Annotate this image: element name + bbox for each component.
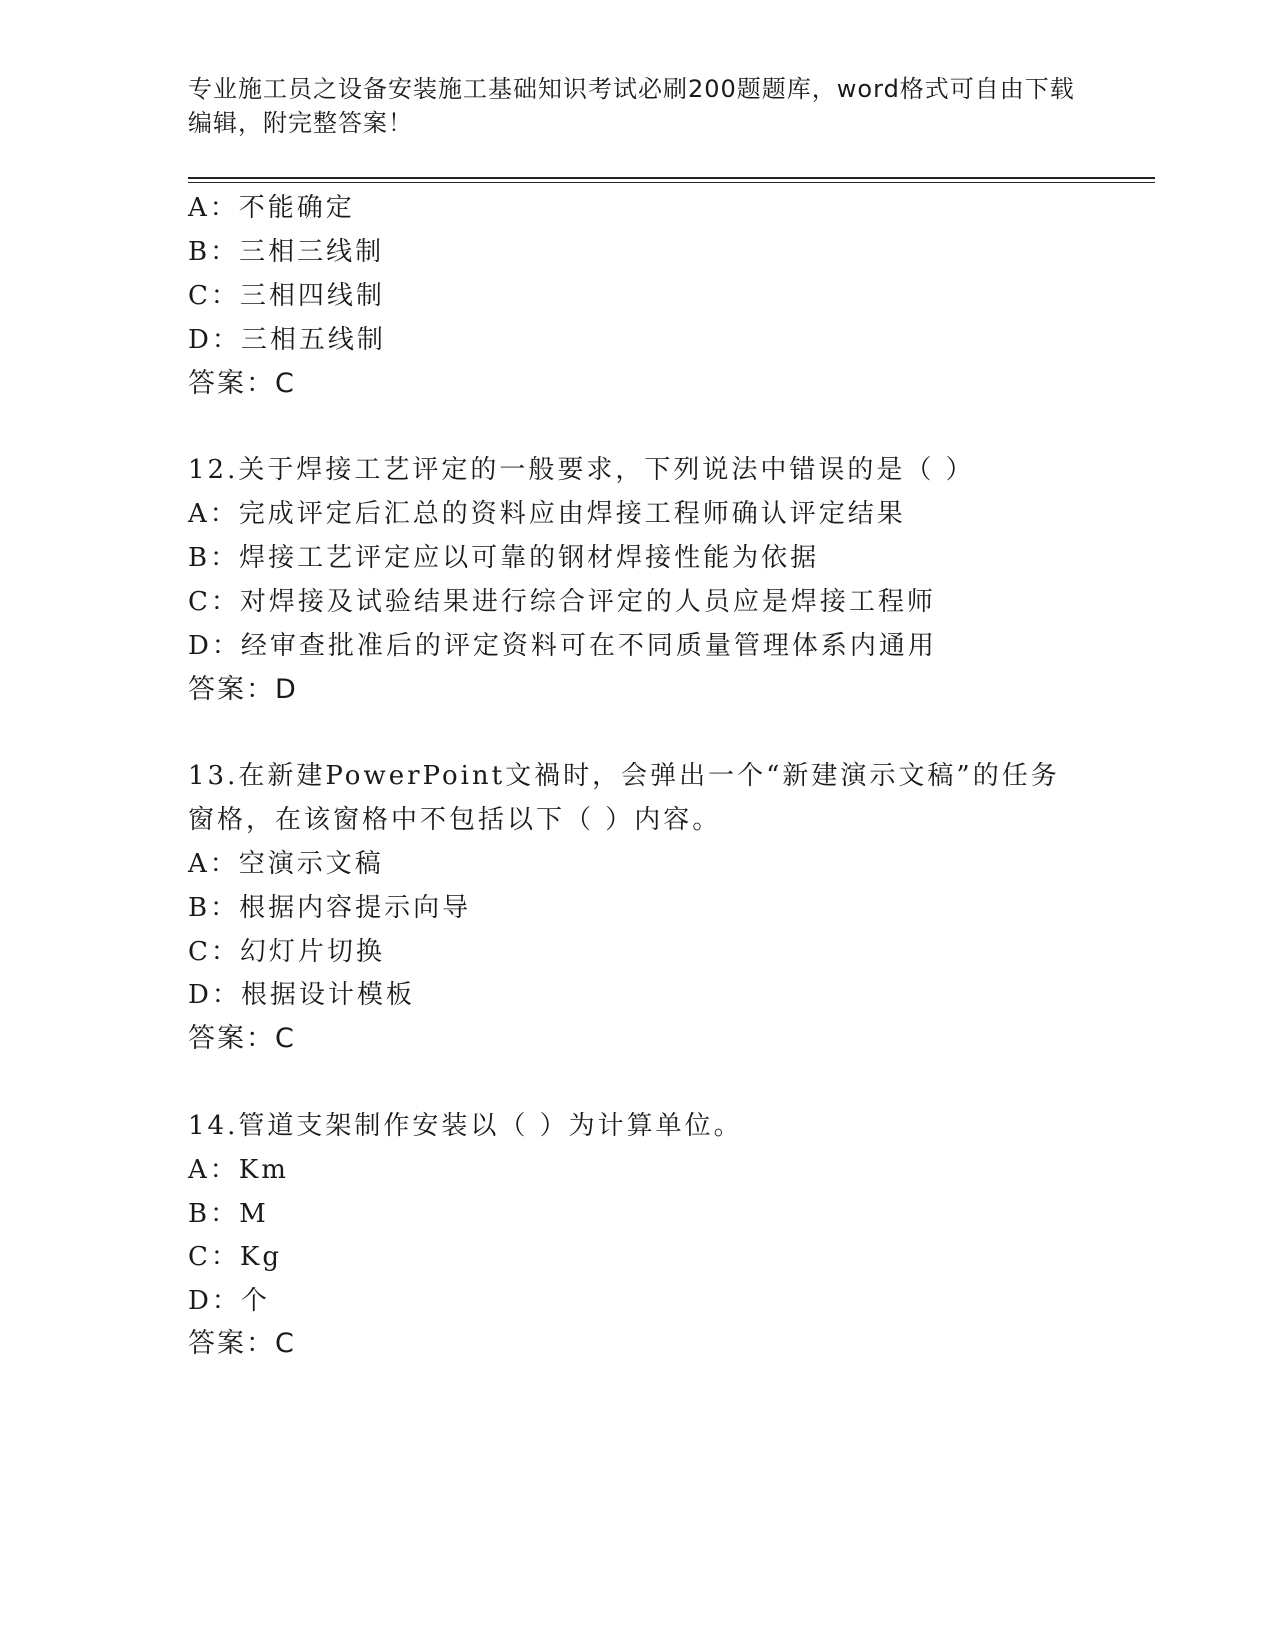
q11-answer: 答案：C xyxy=(188,368,296,399)
q13-answer: 答案：C xyxy=(188,1023,296,1054)
q12-option-b: B：焊接工艺评定应以可靠的钢材焊接性能为依据 xyxy=(188,543,820,573)
q14-option-b: B：M xyxy=(188,1199,269,1229)
header-title-line-1: 专业施工员之设备安装施工基础知识考试必刷200题题库，word格式可自由下载 xyxy=(188,75,1075,103)
q12-option-c: C：对焊接及试验结果进行综合评定的人员应是焊接工程师 xyxy=(188,587,936,617)
q14-question: 14.管道支架制作安装以（ ）为计算单位。 xyxy=(188,1111,743,1141)
header-title-line-2: 编辑，附完整答案！ xyxy=(188,109,413,137)
q14-option-d: D：个 xyxy=(188,1286,270,1316)
q14-option-c: C：Kg xyxy=(188,1242,282,1272)
q13-option-a: A：空演示文稿 xyxy=(188,849,384,879)
header-divider-thick xyxy=(188,177,1155,179)
q11-option-a: A：不能确定 xyxy=(188,193,355,223)
q12-option-d: D：经审查批准后的评定资料可在不同质量管理体系内通用 xyxy=(188,631,937,661)
q12-answer: 答案：D xyxy=(188,674,298,705)
q14-option-a: A：Km xyxy=(188,1155,289,1185)
document-header xyxy=(188,72,1088,140)
q13-question-line-2: 窗格，在该窗格中不包括以下（ ）内容。 xyxy=(188,805,722,835)
q11-option-b: B：三相三线制 xyxy=(188,237,385,267)
header-divider-thin xyxy=(188,182,1155,183)
q12-question: 12.关于焊接工艺评定的一般要求，下列说法中错误的是（ ） xyxy=(188,455,975,485)
q11-option-c: C：三相四线制 xyxy=(188,281,385,311)
q12-option-a: A：完成评定后汇总的资料应由焊接工程师确认评定结果 xyxy=(188,499,906,529)
q13-option-c: C：幻灯片切换 xyxy=(188,937,385,967)
q13-question-line-1: 13.在新建PowerPoint文禍时，会弹出一个“新建演示文稿”的任务 xyxy=(188,761,1060,791)
q11-option-d: D：三相五线制 xyxy=(188,325,386,355)
q13-option-d: D：根据设计模板 xyxy=(188,980,415,1010)
q14-answer: 答案：C xyxy=(188,1328,296,1359)
q13-option-b: B：根据内容提示向导 xyxy=(188,893,472,923)
